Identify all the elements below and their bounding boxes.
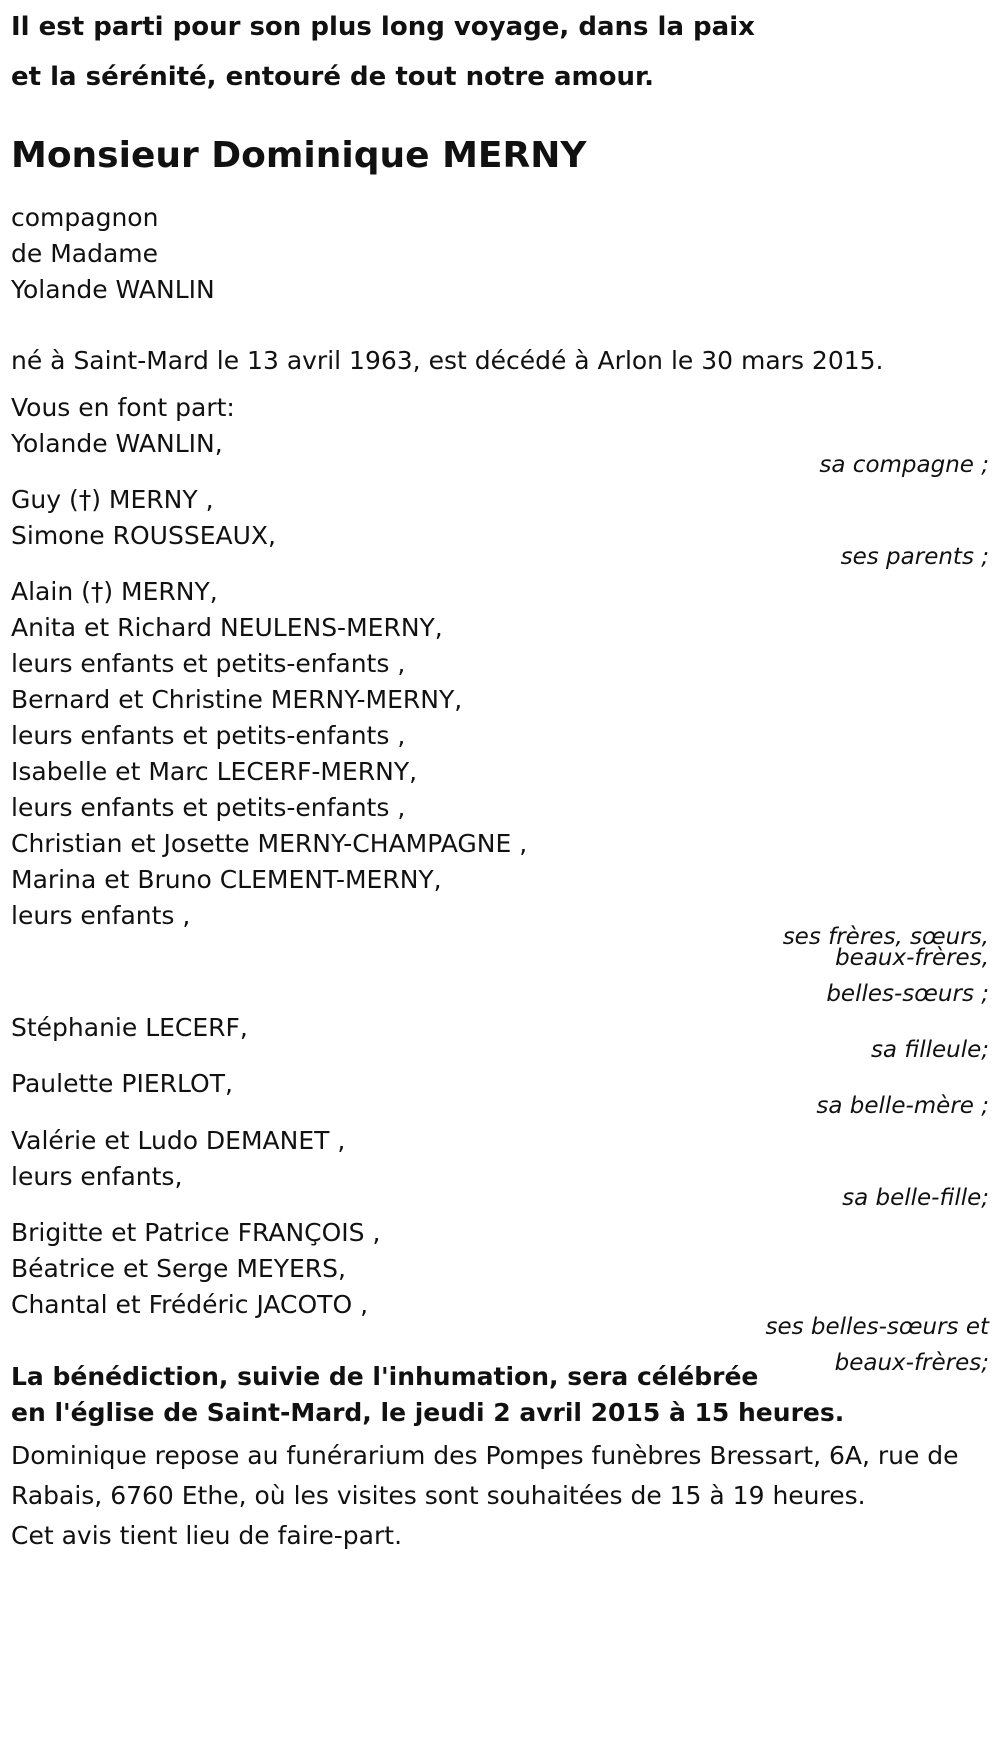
- page-title: Monsieur Dominique MERNY: [11, 135, 587, 176]
- family-name-line: leurs enfants et petits-enfants ,: [11, 649, 406, 678]
- family-role: sa compagne ;: [819, 452, 989, 478]
- family-role: sa belle-fille;: [842, 1185, 989, 1211]
- intro-text: [11, 0, 989, 102]
- obituary-notice: [11, 0, 989, 1550]
- family-name-line: Bernard et Christine MERNY-MERNY,: [11, 685, 463, 714]
- family-name-line: leurs enfants ,: [11, 901, 191, 930]
- family-name-line: Stéphanie LECERF,: [11, 1013, 248, 1042]
- closing-text: Cet avis tient lieu de faire-part.: [11, 1521, 403, 1550]
- family-name-line: Paulette PIERLOT,: [11, 1069, 233, 1098]
- family-role: ses belles-sœurs et: [765, 1314, 989, 1340]
- companion-line: compagnon: [11, 203, 159, 232]
- visit-text: Dominique repose au funérarium des Pompes funèbres Bressart, 6A, rue de Rabais, 6760 Ethe, où les visites sont souhaitées de 15 à 19 heures.: [11, 1441, 959, 1510]
- family-name-line: Marina et Bruno CLEMENT-MERNY,: [11, 865, 442, 894]
- family-name-line: Isabelle et Marc LECERF-MERNY,: [11, 757, 418, 786]
- family-role: ses frères, sœurs,: [782, 924, 989, 950]
- family-role: sa belle-mère ;: [816, 1093, 989, 1119]
- family-name-line: leurs enfants et petits-enfants ,: [11, 721, 406, 750]
- family-name-line: Yolande WANLIN,: [11, 429, 223, 458]
- family-role: sa filleule;: [870, 1037, 989, 1063]
- family-name-line: Simone ROUSSEAUX,: [11, 521, 276, 550]
- family-name-line: Béatrice et Serge MEYERS,: [11, 1254, 346, 1283]
- family-name-line: Valérie et Ludo DEMANET ,: [11, 1126, 346, 1155]
- companion-line: de Madame: [11, 239, 159, 268]
- family-name-line: Alain (†) MERNY,: [11, 577, 218, 606]
- family-name-line: Chantal et Frédéric JACOTO ,: [11, 1290, 369, 1319]
- announcers-label: Vous en font part:: [11, 393, 235, 422]
- family-name-line: Brigitte et Patrice FRANÇOIS ,: [11, 1218, 381, 1247]
- family-name-line: Anita et Richard NEULENS-MERNY,: [11, 613, 443, 642]
- intro-line-1: Il est parti pour son plus long voyage, dans la paix: [11, 12, 755, 42]
- family-role: beaux-frères,: [835, 945, 989, 971]
- family-name-line: Christian et Josette MERNY-CHAMPAGNE ,: [11, 829, 528, 858]
- family-name-line: Guy (†) MERNY ,: [11, 485, 214, 514]
- ceremony-line: en l'église de Saint-Mard, le jeudi 2 avril 2015 à 15 heures.: [11, 1398, 845, 1427]
- family-role: ses parents ;: [840, 544, 989, 570]
- intro-line-2: et la sérénité, entouré de tout notre amour.: [11, 62, 654, 92]
- ceremony-line: La bénédiction, suivie de l'inhumation, sera célébrée: [11, 1362, 759, 1391]
- birth-death-text: né à Saint-Mard le 13 avril 1963, est décédé à Arlon le 30 mars 2015.: [11, 346, 884, 375]
- family-role: belles-sœurs ;: [826, 981, 989, 1007]
- family-name-line: leurs enfants,: [11, 1162, 183, 1191]
- family-name-line: leurs enfants et petits-enfants ,: [11, 793, 406, 822]
- family-role: beaux-frères;: [834, 1350, 989, 1376]
- companion-line: Yolande WANLIN: [11, 275, 215, 304]
